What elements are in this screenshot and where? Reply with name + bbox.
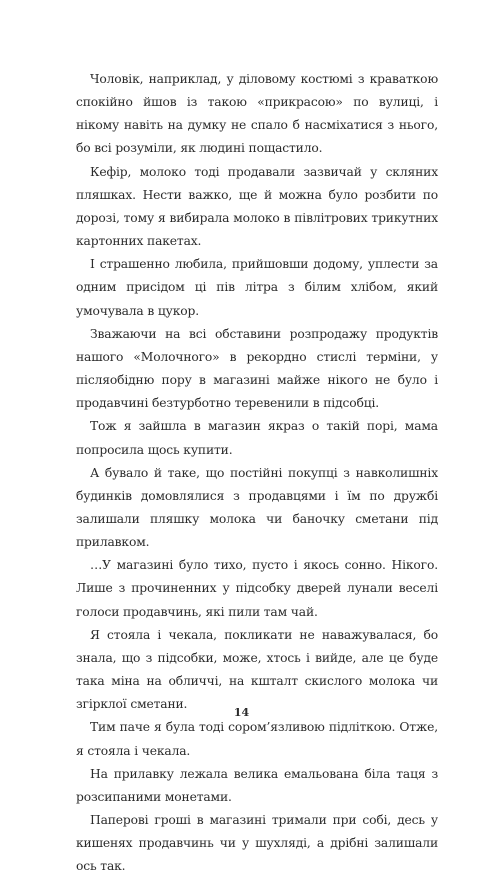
paragraph: Я стояла і чекала, покликати не наважувалася, бо знала, що з підсобки, може, хтось і вийде, але це буде така міна на обличчі, на кшталт скислого молока чи згірклої сметани. — [76, 627, 438, 712]
paragraph: Зважаючи на всі обставини розпродажу продуктів нашого «Молочного» в рекордно стислі терміни, у післяобідню пору в магазині майже нікого не було і продавчині безтурботно теревенили в підсобці. — [76, 326, 438, 411]
paragraph: Чоловік, наприклад, у діловому костюмі з краваткою спокійно йшов із такою «прикрасою» по вулиці, і нікому навіть на думку не спало б насміхатися з нього, бо всі розуміли, як людині пощастило. — [76, 72, 438, 156]
body-text — [76, 68, 438, 878]
paragraph: …У магазині було тихо, пусто і якось сонно. Нікого. Лише з прочиненних у підсобку дверей лунали веселі голоси продавчинь, які пили там чай. — [76, 558, 438, 619]
paragraph: Кефір, молоко тоді продавали зазвичай у скляних пляшках. Нести важко, ще й можна було розбити по дорозі, тому я вибирала молоко в півлітрових трикутних картонних пакетах. — [76, 164, 438, 249]
paragraph: Тим паче я була тоді сором’язливою підліткою. Отже, я стояла і чекала. — [76, 720, 438, 758]
paragraph: І страшенно любила, прийшовши додому, уплести за одним присідом ці пів літра з білим хлібом, який умочувала в цукор. — [76, 257, 438, 318]
paragraph: Тож я зайшла в магазин якраз о такій порі, мама попросила щось купити. — [76, 419, 438, 457]
paragraph: А бувало й таке, що постійні покупці з навколишніх будинків домовлялися з продавцями і їм по дружбі залишали пляшку молока чи баночку сметани під прилавком. — [76, 465, 438, 550]
page-number: 14 — [233, 706, 250, 719]
paragraph: На прилавку лежала велика емальована біла таця з розсипаними монетами. — [76, 766, 438, 804]
paragraph: Паперові гроші в магазині тримали при собі, десь у кишенях продавчинь чи у шухляді, а дрібні залишали ось так. — [76, 813, 438, 874]
